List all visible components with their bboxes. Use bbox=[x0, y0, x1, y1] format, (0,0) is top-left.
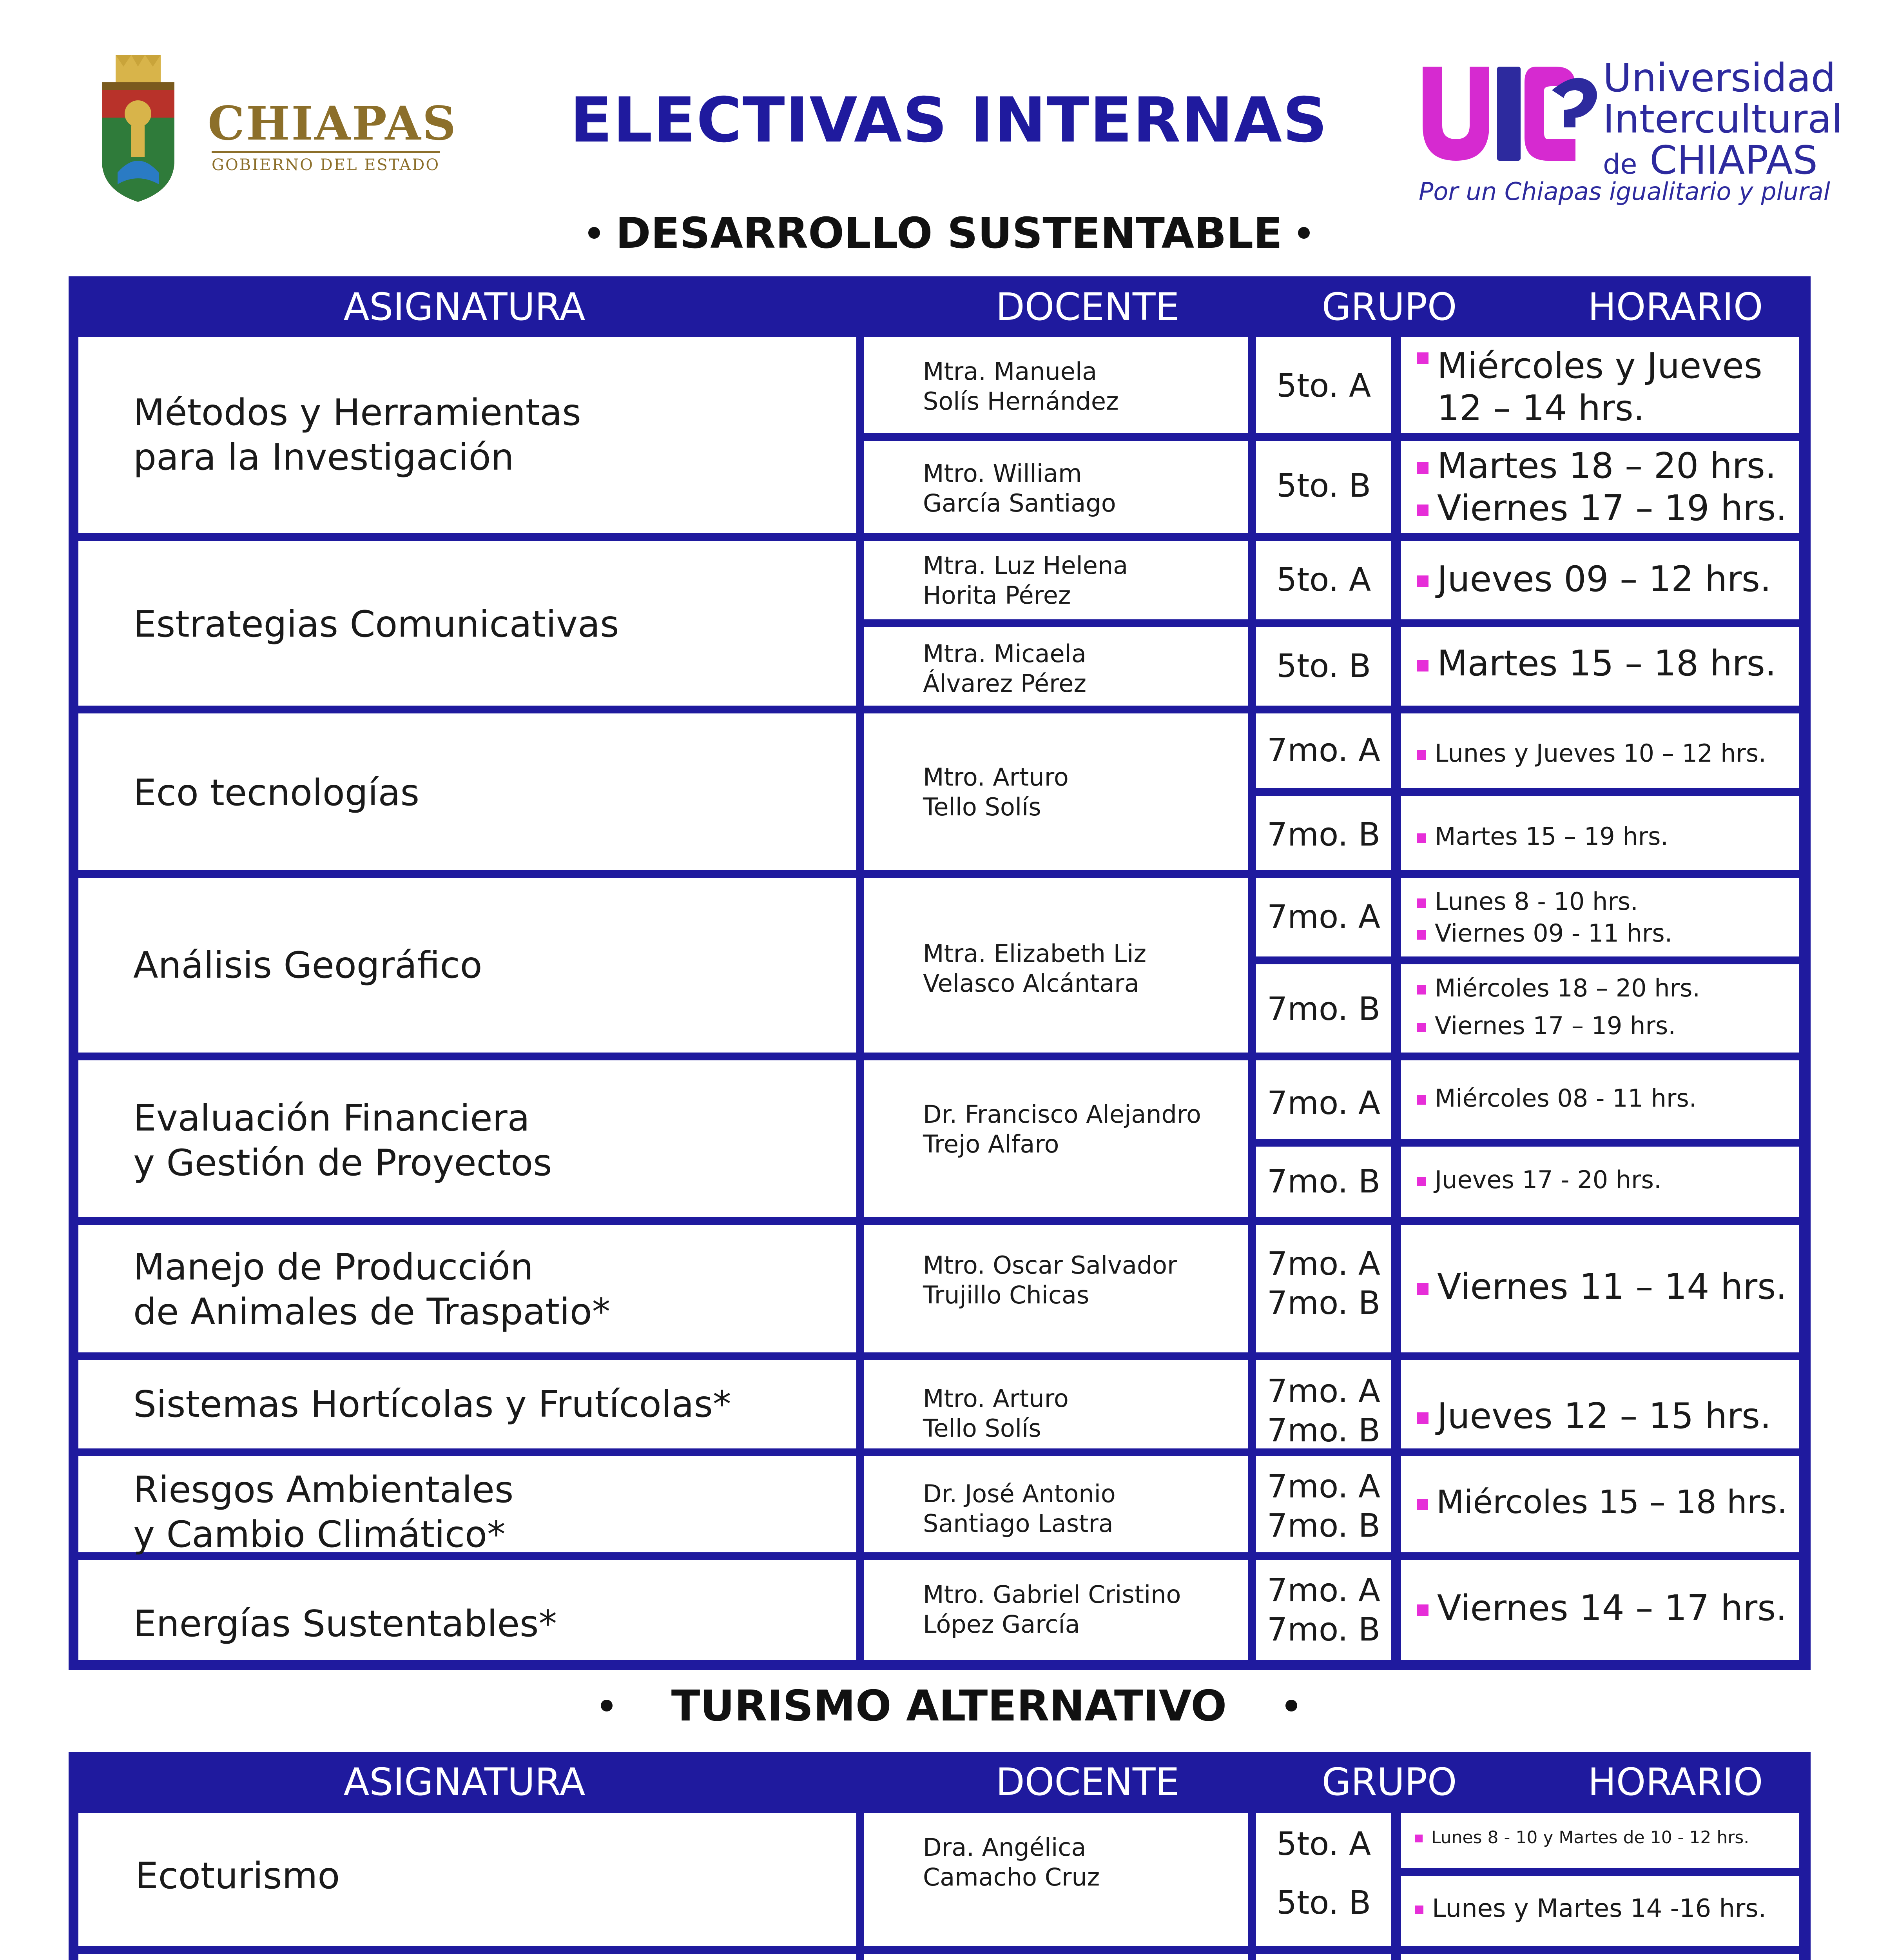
docente-cell bbox=[864, 1954, 1248, 1960]
horario-entry: Jueves 17 - 20 hrs. bbox=[1417, 1165, 1662, 1194]
header-docente: DOCENTE bbox=[995, 1760, 1180, 1804]
docente-name: Mtro. William García Santiago bbox=[923, 459, 1116, 517]
docente-name: Dr. José Antonio Santiago Lastra bbox=[923, 1479, 1116, 1538]
subject-name: Riesgos Ambientales y Cambio Climático* bbox=[133, 1468, 514, 1556]
section-title-desarrollo: DESARROLLO SUSTENTABLE bbox=[0, 209, 1898, 258]
university-name-line3: de CHIAPAS bbox=[1603, 137, 1818, 183]
header-grupo: GRUPO bbox=[1322, 1760, 1457, 1804]
bullet-icon bbox=[1417, 1604, 1428, 1616]
subject-name: Ecoturismo bbox=[135, 1855, 340, 1897]
header-asignatura: ASIGNATURA bbox=[343, 285, 586, 329]
horario-entry: Lunes y Martes 14 -16 hrs. bbox=[1415, 1894, 1766, 1923]
grupo-label: 7mo. A 7mo. B bbox=[1267, 1373, 1381, 1450]
bullet-icon bbox=[1417, 833, 1426, 843]
grupo-label: 7mo. A bbox=[1267, 732, 1380, 769]
docente-name: Mtro. Gabriel Cristino López García bbox=[923, 1580, 1181, 1639]
subject-name: Eco tecnologías bbox=[133, 771, 420, 814]
bullet-dot-icon bbox=[1298, 227, 1310, 239]
bullet-icon bbox=[1417, 660, 1428, 671]
horario-entry: Martes 15 – 19 hrs. bbox=[1417, 822, 1668, 851]
subject-cell bbox=[78, 1954, 856, 1960]
horario-entry: Jueves 09 – 12 hrs. bbox=[1417, 559, 1771, 600]
horario-entry: Lunes 8 - 10 y Martes de 10 - 12 hrs. bbox=[1415, 1828, 1749, 1847]
horario-entry: Viernes 14 – 17 hrs. bbox=[1417, 1588, 1787, 1629]
bullet-icon bbox=[1415, 1835, 1423, 1842]
chiapas-name: CHIAPAS bbox=[208, 96, 458, 151]
unich-logo-icon bbox=[1419, 59, 1603, 184]
docente-name: Dra. Angélica Camacho Cruz bbox=[923, 1833, 1100, 1891]
grupo-label: 5to. A bbox=[1276, 561, 1371, 599]
docente-name: Mtro. Oscar Salvador Trujillo Chicas bbox=[923, 1251, 1177, 1309]
horario-entry: Lunes 8 - 10 hrs. Viernes 09 - 11 hrs. bbox=[1417, 886, 1672, 949]
bullet-icon bbox=[1417, 985, 1426, 995]
horario-entry: Jueves 12 – 15 hrs. bbox=[1417, 1396, 1771, 1437]
docente-name: Mtra. Luz Helena Horita Pérez bbox=[923, 551, 1128, 610]
bullet-icon bbox=[1417, 1095, 1426, 1105]
grupo-label: 7mo. B bbox=[1267, 991, 1381, 1028]
bullet-icon bbox=[1417, 1283, 1428, 1295]
subject-name: Energías Sustentables* bbox=[133, 1602, 557, 1645]
grupo-label: 7mo. A 7mo. B bbox=[1267, 1245, 1381, 1322]
docente-name: Mtro. Arturo Tello Solís bbox=[923, 1384, 1069, 1443]
university-slogan: Por un Chiapas igualitario y plural bbox=[1419, 177, 1830, 206]
bullet-icon bbox=[1417, 505, 1428, 516]
grupo-label: 7mo. A 7mo. B bbox=[1267, 1468, 1381, 1545]
bullet-icon bbox=[1417, 575, 1428, 587]
docente-name: Mtro. Arturo Tello Solís bbox=[923, 763, 1069, 821]
grupo-label: 7mo. B bbox=[1267, 816, 1381, 853]
horario-entry: Lunes y Jueves 10 – 12 hrs. bbox=[1417, 739, 1766, 768]
page-title: ELECTIVAS INTERNAS bbox=[570, 84, 1328, 156]
horario-entry: Miércoles 18 – 20 hrs. Viernes 17 – 19 hrs. bbox=[1417, 969, 1700, 1045]
docente-name: Mtra. Micaela Álvarez Pérez bbox=[923, 639, 1086, 698]
university-name-line2: Intercultural bbox=[1603, 96, 1843, 142]
subject-name: Sistemas Hortícolas y Frutícolas* bbox=[133, 1383, 731, 1425]
grupo-label: 7mo. A bbox=[1267, 1085, 1380, 1122]
header-asignatura: ASIGNATURA bbox=[343, 1760, 586, 1804]
header-docente: DOCENTE bbox=[995, 285, 1180, 329]
university-logo bbox=[1411, 55, 1842, 220]
grupo-label: 5to. B bbox=[1276, 1884, 1371, 1922]
grupo-label: 7mo. A bbox=[1267, 898, 1380, 936]
bullet-icon bbox=[1417, 1412, 1428, 1424]
bullet-icon bbox=[1417, 898, 1426, 908]
horario-entry: Viernes 11 – 14 hrs. bbox=[1417, 1266, 1787, 1307]
table-turismo-alternativo bbox=[69, 1752, 1811, 1960]
bullet-icon bbox=[1417, 1023, 1426, 1032]
section-title-turismo: TURISMO ALTERNATIVO bbox=[0, 1682, 1898, 1731]
docente-name: Mtra. Manuela Solís Hernández bbox=[923, 357, 1119, 416]
subject-name: Métodos y Herramientas para la Investigación bbox=[133, 391, 581, 479]
horario-entry: Miércoles 15 – 18 hrs. bbox=[1417, 1484, 1787, 1521]
docente-name: Dr. Francisco Alejandro Trejo Alfaro bbox=[923, 1100, 1201, 1158]
header-grupo: GRUPO bbox=[1322, 285, 1457, 329]
grupo-label: 5to. B bbox=[1276, 648, 1371, 685]
horario-entry: Miércoles 08 - 11 hrs. bbox=[1417, 1084, 1697, 1112]
bullet-icon bbox=[1417, 352, 1428, 364]
header-horario: HORARIO bbox=[1588, 285, 1763, 329]
table-desarrollo-sustentable bbox=[69, 276, 1811, 1670]
bullet-icon bbox=[1417, 1499, 1428, 1510]
university-name-line1: Universidad bbox=[1603, 55, 1836, 101]
grupo-label: 7mo. A 7mo. B bbox=[1267, 1572, 1381, 1649]
subject-name: Análisis Geográfico bbox=[133, 944, 482, 986]
bullet-icon bbox=[1417, 1177, 1426, 1186]
chiapas-subtitle: GOBIERNO DEL ESTADO bbox=[212, 151, 440, 174]
grupo-label: 5to. B bbox=[1276, 467, 1371, 505]
bullet-dot-icon bbox=[1285, 1700, 1297, 1711]
subject-name: Estrategias Comunicativas bbox=[133, 603, 619, 645]
bullet-dot-icon bbox=[601, 1700, 613, 1711]
bullet-dot-icon bbox=[588, 227, 600, 239]
bullet-icon bbox=[1417, 750, 1426, 760]
grupo-label: 5to. A bbox=[1276, 1826, 1371, 1863]
docente-name: Mtra. Elizabeth Liz Velasco Alcántara bbox=[923, 939, 1146, 998]
subject-name: Manejo de Producción de Animales de Traspatio* bbox=[133, 1246, 611, 1333]
bullet-icon bbox=[1415, 1906, 1423, 1914]
subject-name: Evaluación Financiera y Gestión de Proyectos bbox=[133, 1097, 552, 1184]
bullet-icon bbox=[1417, 930, 1426, 940]
grupo-label: 5to. A bbox=[1276, 367, 1371, 405]
header-horario: HORARIO bbox=[1588, 1760, 1763, 1804]
horario-entry: Martes 15 – 18 hrs. bbox=[1417, 643, 1776, 684]
grupo-cell bbox=[1256, 1954, 1391, 1960]
horario-entry: Miércoles y Jueves 12 – 14 hrs. bbox=[1417, 345, 1762, 430]
grupo-label: 7mo. B bbox=[1267, 1163, 1381, 1200]
horario-entry: Martes 18 – 20 hrs. Viernes 17 – 19 hrs. bbox=[1417, 445, 1787, 530]
bullet-icon bbox=[1417, 462, 1428, 474]
horario-cell bbox=[1401, 1954, 1799, 1960]
